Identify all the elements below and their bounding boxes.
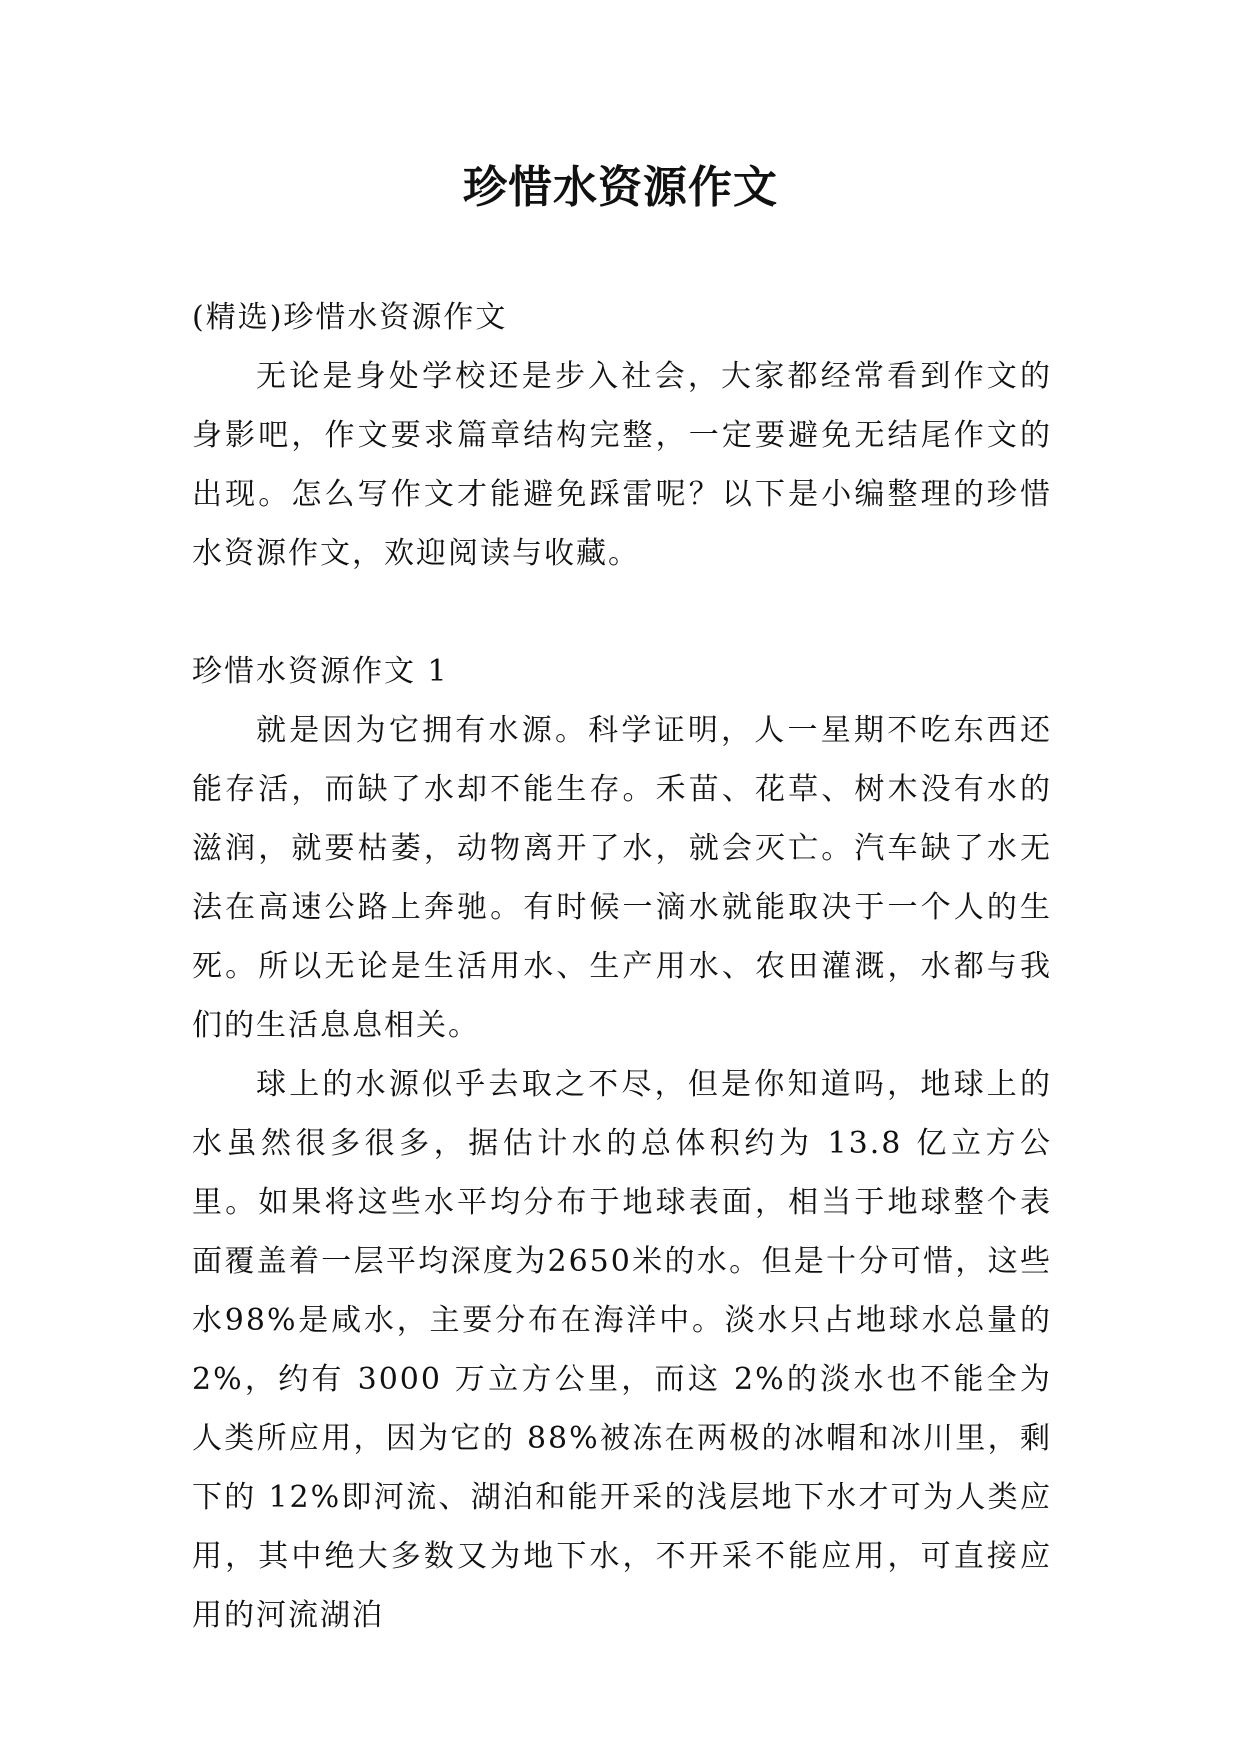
document-body [192, 288, 1052, 1645]
section-heading: 珍惜水资源作文 1 [192, 654, 449, 689]
body-paragraph: 就是因为它拥有水源。科学证明，人一星期不吃东西还能存活，而缺了水却不能生存。禾苗、花草、树木没有水的滋润，就要枯萎，动物离开了水，就会灭亡。汽车缺了水无法在高速公路上奔驰。有时候一滴水就能取决于一个人的生死。所以无论是生活用水、生产用水、农田灌溉，水都与我们的生活息息相关。 [192, 713, 1052, 1043]
document-title: 珍惜水资源作文 [463, 162, 778, 213]
document-subtitle: (精选)珍惜水资源作文 [192, 300, 508, 335]
body-paragraph: 球上的水源似乎去取之不尽，但是你知道吗，地球上的水虽然很多很多，据估计水的总体积约为 13.8 亿立方公里。如果将这些水平均分布于地球表面，相当于地球整个表面覆盖着一层平均深度为2650米的水。但是十分可惜，这些水98%是咸水，主要分布在海洋中。淡水只占地球水总量的 2%，约有 3000 万立方公里，而这 2%的淡水也不能全为人类所应用，因为它的 88%被冻在两极的冰帽和冰川里，剩下的 12%即河流、湖泊和能开采的浅层地下水才可为人类应用，其中绝大多数又为地下水，不开采不能应用，可直接应用的河流湖泊 [192, 1067, 1052, 1633]
intro-paragraph: 无论是身处学校还是步入社会，大家都经常看到作文的身影吧，作文要求篇章结构完整，一定要避免无结尾作文的出现。怎么写作文才能避免踩雷呢？以下是小编整理的珍惜水资源作文，欢迎阅读与收藏。 [192, 359, 1052, 571]
section-spacer [192, 583, 1052, 642]
